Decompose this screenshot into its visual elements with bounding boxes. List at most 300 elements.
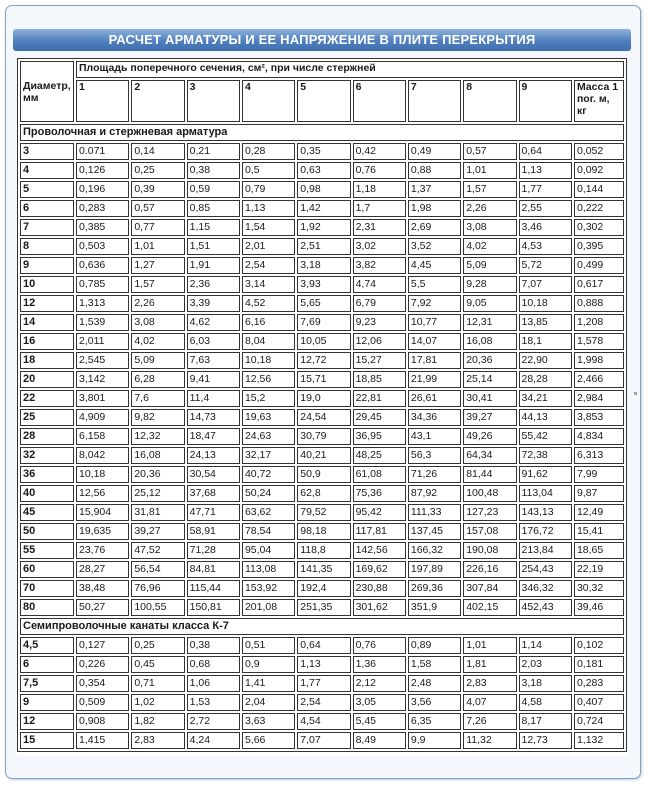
area-cell: 100,48 (463, 485, 516, 502)
area-cell: 452,43 (519, 599, 572, 616)
table-row (20, 143, 624, 160)
table-row (20, 333, 624, 350)
area-cell: 9,05 (463, 295, 516, 312)
area-cell: 5,66 (242, 732, 295, 749)
area-cell: 64,34 (463, 447, 516, 464)
area-cell: 1,13 (519, 162, 572, 179)
area-cell: 5,09 (463, 257, 516, 274)
area-cell: 25,14 (463, 371, 516, 388)
area-cell: 12,72 (297, 352, 350, 369)
table-row (20, 314, 624, 331)
area-cell: 61,08 (353, 466, 406, 483)
area-cell: 1,27 (131, 257, 184, 274)
diameter-cell: 55 (20, 542, 74, 559)
area-cell: 0,509 (76, 694, 129, 711)
area-cell: 4,52 (242, 295, 295, 312)
area-cell: 2,48 (408, 675, 461, 692)
area-cell: 4,45 (408, 257, 461, 274)
area-cell: 0,196 (76, 181, 129, 198)
mass-cell: 0,052 (574, 143, 624, 160)
area-cell: 0,38 (187, 637, 240, 654)
area-cell: 2,011 (76, 333, 129, 350)
area-cell: 1,98 (408, 200, 461, 217)
table-row (20, 428, 624, 445)
area-cell: 20,36 (463, 352, 516, 369)
area-cell: 38,48 (76, 580, 129, 597)
area-cell: 15,2 (242, 390, 295, 407)
area-cell: 63,62 (242, 504, 295, 521)
area-cell: 0,283 (76, 200, 129, 217)
table-row (20, 542, 624, 559)
area-cell: 14,73 (187, 409, 240, 426)
area-cell: 0,76 (353, 162, 406, 179)
table-row (20, 561, 624, 578)
area-cell: 75,36 (353, 485, 406, 502)
area-cell: 49,26 (463, 428, 516, 445)
area-cell: 5,5 (408, 276, 461, 293)
table-container (17, 58, 627, 756)
area-cell: 9,82 (131, 409, 184, 426)
area-cell: 176,72 (519, 523, 572, 540)
area-cell: 141,35 (297, 561, 350, 578)
area-cell: 1,7 (353, 200, 406, 217)
area-cell: 0,45 (131, 656, 184, 673)
mass-cell: 0,617 (574, 276, 624, 293)
area-cell: 0.071 (76, 143, 129, 160)
area-cell: 118,8 (297, 542, 350, 559)
diameter-cell: 6 (20, 656, 74, 673)
diameter-cell: 15 (20, 732, 74, 749)
area-cell: 95,04 (242, 542, 295, 559)
diameter-cell: 70 (20, 580, 74, 597)
area-cell: 71,28 (187, 542, 240, 559)
mass-cell: 1,998 (574, 352, 624, 369)
area-cell: 71,26 (408, 466, 461, 483)
area-cell: 56,3 (408, 447, 461, 464)
area-cell: 6,03 (187, 333, 240, 350)
diameter-cell: 20 (20, 371, 74, 388)
area-cell: 28,28 (519, 371, 572, 388)
area-cell: 137,45 (408, 523, 461, 540)
area-cell: 3,142 (76, 371, 129, 388)
area-cell: 24,54 (297, 409, 350, 426)
area-cell: 0,38 (187, 162, 240, 179)
area-cell: 16,08 (463, 333, 516, 350)
area-cell: 0,63 (297, 162, 350, 179)
area-cell: 4,74 (353, 276, 406, 293)
area-cell: 307,84 (463, 580, 516, 597)
area-cell: 100,55 (131, 599, 184, 616)
area-cell: 50,9 (297, 466, 350, 483)
table-row (20, 713, 624, 730)
area-cell: 12,56 (242, 371, 295, 388)
area-cell: 37,68 (187, 485, 240, 502)
area-cell: 5,72 (519, 257, 572, 274)
area-cell: 0,77 (131, 219, 184, 236)
area-cell: 56,54 (131, 561, 184, 578)
area-cell: 1,06 (187, 675, 240, 692)
area-cell: 9,23 (353, 314, 406, 331)
area-cell: 0,98 (297, 181, 350, 198)
area-cell: 7,07 (297, 732, 350, 749)
mass-cell: 39,46 (574, 599, 624, 616)
area-cell: 6,28 (131, 371, 184, 388)
area-cell: 6,35 (408, 713, 461, 730)
area-cell: 0,908 (76, 713, 129, 730)
table-row (20, 257, 624, 274)
area-cell: 5,65 (297, 295, 350, 312)
mass-cell: 6,313 (574, 447, 624, 464)
area-cell: 6,158 (76, 428, 129, 445)
count-header: 6 (353, 80, 406, 122)
area-cell: 2,54 (297, 694, 350, 711)
area-cell: 28,27 (76, 561, 129, 578)
area-cell: 34,36 (408, 409, 461, 426)
table-row (20, 409, 624, 426)
area-cell: 0,79 (242, 181, 295, 198)
area-cell: 29,45 (353, 409, 406, 426)
area-cell: 44,13 (519, 409, 572, 426)
area-cell: 12,06 (353, 333, 406, 350)
area-cell: 2,51 (297, 238, 350, 255)
area-cell: 12,32 (131, 428, 184, 445)
area-cell: 1,539 (76, 314, 129, 331)
area-cell: 111,33 (408, 504, 461, 521)
area-cell: 0,57 (131, 200, 184, 217)
mass-cell: 3,853 (574, 409, 624, 426)
mass-cell: 1,578 (574, 333, 624, 350)
area-cell: 4,07 (463, 694, 516, 711)
area-cell: 0,49 (408, 143, 461, 160)
area-cell: 8,49 (353, 732, 406, 749)
area-cell: 0,88 (408, 162, 461, 179)
area-cell: 58,91 (187, 523, 240, 540)
count-header: 4 (242, 80, 295, 122)
mass-cell: 9,87 (574, 485, 624, 502)
area-cell: 9,41 (187, 371, 240, 388)
diameter-cell: 16 (20, 333, 74, 350)
area-cell: 12,56 (76, 485, 129, 502)
area-header: Площадь поперечного сечения, см², при числе стержней (76, 61, 624, 78)
area-cell: 24,13 (187, 447, 240, 464)
area-cell: 3,08 (463, 219, 516, 236)
area-cell: 2,69 (408, 219, 461, 236)
area-cell: 157,08 (463, 523, 516, 540)
area-cell: 0,59 (187, 181, 240, 198)
area-cell: 3,56 (408, 694, 461, 711)
area-cell: 0,226 (76, 656, 129, 673)
area-cell: 1,313 (76, 295, 129, 312)
area-cell: 5,45 (353, 713, 406, 730)
area-cell: 1,14 (519, 637, 572, 654)
table-row (20, 447, 624, 464)
area-cell: 1,57 (131, 276, 184, 293)
mass-cell: 0,092 (574, 162, 624, 179)
section-title: Семипроволочные канаты класса К-7 (20, 618, 624, 635)
area-cell: 15,904 (76, 504, 129, 521)
area-cell: 4,02 (131, 333, 184, 350)
area-cell: 1,58 (408, 656, 461, 673)
area-cell: 7,69 (297, 314, 350, 331)
area-cell: 0,76 (353, 637, 406, 654)
diameter-cell: 7,5 (20, 675, 74, 692)
area-cell: 3,63 (242, 713, 295, 730)
area-cell: 10,18 (242, 352, 295, 369)
diameter-cell: 36 (20, 466, 74, 483)
area-cell: 47,52 (131, 542, 184, 559)
area-cell: 1,02 (131, 694, 184, 711)
rebar-table (17, 58, 627, 752)
diameter-cell: 50 (20, 523, 74, 540)
count-header: 1 (76, 80, 129, 122)
area-cell: 0,354 (76, 675, 129, 692)
count-header: 5 (297, 80, 350, 122)
table-row (20, 162, 624, 179)
area-cell: 1,82 (131, 713, 184, 730)
mass-cell: 18,65 (574, 542, 624, 559)
area-cell: 0,39 (131, 181, 184, 198)
area-cell: 0,85 (187, 200, 240, 217)
area-cell: 9,9 (408, 732, 461, 749)
area-cell: 143,13 (519, 504, 572, 521)
area-cell: 13,85 (519, 314, 572, 331)
area-cell: 30,41 (463, 390, 516, 407)
area-cell: 9,28 (463, 276, 516, 293)
area-cell: 1,01 (131, 238, 184, 255)
diameter-cell: 6 (20, 200, 74, 217)
mass-cell: 1,132 (574, 732, 624, 749)
table-row (20, 599, 624, 616)
area-cell: 21,99 (408, 371, 461, 388)
count-header: 2 (131, 80, 184, 122)
area-cell: 3,82 (353, 257, 406, 274)
area-cell: 3,93 (297, 276, 350, 293)
area-cell: 12,73 (519, 732, 572, 749)
area-cell: 98,18 (297, 523, 350, 540)
area-cell: 2,83 (131, 732, 184, 749)
diameter-cell: 40 (20, 485, 74, 502)
area-cell: 0,9 (242, 656, 295, 673)
area-cell: 81,44 (463, 466, 516, 483)
mass-cell: 0,302 (574, 219, 624, 236)
area-cell: 1,01 (463, 162, 516, 179)
area-cell: 142,56 (353, 542, 406, 559)
mass-cell: 1,208 (574, 314, 624, 331)
area-cell: 8,04 (242, 333, 295, 350)
area-cell: 2,545 (76, 352, 129, 369)
mass-cell: 0,395 (574, 238, 624, 255)
header-row-1 (20, 61, 624, 78)
area-cell: 8,17 (519, 713, 572, 730)
area-cell: 1,13 (242, 200, 295, 217)
area-cell: 18,47 (187, 428, 240, 445)
mass-header: Масса 1 пог. м, кг (574, 80, 624, 122)
area-cell: 36,95 (353, 428, 406, 445)
area-cell: 7,92 (408, 295, 461, 312)
mass-cell: 2,466 (574, 371, 624, 388)
diameter-header: Диаметр, мм (20, 61, 74, 122)
area-cell: 4,24 (187, 732, 240, 749)
area-cell: 1,18 (353, 181, 406, 198)
page-title: РАСЧЕТ АРМАТУРЫ И ЕЕ НАПРЯЖЕНИЕ В ПЛИТЕ ПЕРЕКРЫТИЯ (13, 29, 631, 51)
area-cell: 0,636 (76, 257, 129, 274)
area-cell: 40,21 (297, 447, 350, 464)
area-cell: 1,54 (242, 219, 295, 236)
area-cell: 1,37 (408, 181, 461, 198)
diameter-cell: 28 (20, 428, 74, 445)
diameter-cell: 3 (20, 143, 74, 160)
area-cell: 0,385 (76, 219, 129, 236)
table-row (20, 580, 624, 597)
area-cell: 197,89 (408, 561, 461, 578)
area-cell: 3,39 (187, 295, 240, 312)
mass-cell: 0,724 (574, 713, 624, 730)
area-cell: 11,32 (463, 732, 516, 749)
count-header: 3 (187, 80, 240, 122)
area-cell: 5,09 (131, 352, 184, 369)
table-row (20, 656, 624, 673)
mass-cell: 12,49 (574, 504, 624, 521)
area-cell: 6,79 (353, 295, 406, 312)
area-cell: 169,62 (353, 561, 406, 578)
area-cell: 4,53 (519, 238, 572, 255)
area-cell: 84,81 (187, 561, 240, 578)
area-cell: 6,16 (242, 314, 295, 331)
area-cell: 25,12 (131, 485, 184, 502)
area-cell: 1,81 (463, 656, 516, 673)
area-cell: 1,53 (187, 694, 240, 711)
area-cell: 3,08 (131, 314, 184, 331)
area-cell: 402,15 (463, 599, 516, 616)
area-cell: 4,02 (463, 238, 516, 255)
area-cell: 346,32 (519, 580, 572, 597)
area-cell: 3,801 (76, 390, 129, 407)
area-cell: 0,71 (131, 675, 184, 692)
area-cell: 1,36 (353, 656, 406, 673)
area-cell: 0,127 (76, 637, 129, 654)
area-cell: 7,6 (131, 390, 184, 407)
area-cell: 2,12 (353, 675, 406, 692)
area-cell: 3,02 (353, 238, 406, 255)
area-cell: 0,14 (131, 143, 184, 160)
diameter-cell: 60 (20, 561, 74, 578)
area-cell: 1,15 (187, 219, 240, 236)
area-cell: 269,36 (408, 580, 461, 597)
count-header: 8 (463, 80, 516, 122)
mass-cell: 0,499 (574, 257, 624, 274)
diameter-cell: 5 (20, 181, 74, 198)
area-cell: 0,785 (76, 276, 129, 293)
area-cell: 17,81 (408, 352, 461, 369)
count-header: 9 (519, 80, 572, 122)
table-row (20, 390, 624, 407)
area-cell: 150,81 (187, 599, 240, 616)
area-cell: 166,32 (408, 542, 461, 559)
area-cell: 2,31 (353, 219, 406, 236)
area-cell: 190,08 (463, 542, 516, 559)
area-cell: 30,54 (187, 466, 240, 483)
area-cell: 1,92 (297, 219, 350, 236)
mass-cell: 15,41 (574, 523, 624, 540)
area-cell: 3,18 (297, 257, 350, 274)
mass-cell: 0,222 (574, 200, 624, 217)
area-cell: 2,83 (463, 675, 516, 692)
area-cell: 113,08 (242, 561, 295, 578)
table-row (20, 675, 624, 692)
area-cell: 18,1 (519, 333, 572, 350)
area-cell: 3,18 (519, 675, 572, 692)
diameter-cell: 22 (20, 390, 74, 407)
mass-cell: 22,19 (574, 561, 624, 578)
area-cell: 16,08 (131, 447, 184, 464)
area-cell: 127,23 (463, 504, 516, 521)
table-row (20, 732, 624, 749)
area-cell: 7,07 (519, 276, 572, 293)
mass-cell: 30,32 (574, 580, 624, 597)
area-cell: 351,9 (408, 599, 461, 616)
area-cell: 19,63 (242, 409, 295, 426)
area-cell: 22,81 (353, 390, 406, 407)
area-cell: 1,91 (187, 257, 240, 274)
area-cell: 32,17 (242, 447, 295, 464)
area-cell: 201,08 (242, 599, 295, 616)
mass-cell: 0,888 (574, 295, 624, 312)
area-cell: 0,21 (187, 143, 240, 160)
table-row (20, 485, 624, 502)
area-cell: 3,52 (408, 238, 461, 255)
area-cell: 0,25 (131, 162, 184, 179)
table-row (20, 295, 624, 312)
area-cell: 2,01 (242, 238, 295, 255)
area-cell: 39,27 (463, 409, 516, 426)
area-cell: 23,76 (76, 542, 129, 559)
area-cell: 115,44 (187, 580, 240, 597)
mass-cell: 0,144 (574, 181, 624, 198)
area-cell: 14,07 (408, 333, 461, 350)
area-cell: 0,42 (353, 143, 406, 160)
area-cell: 0,64 (297, 637, 350, 654)
area-cell: 7,63 (187, 352, 240, 369)
area-cell: 19,635 (76, 523, 129, 540)
area-cell: 76,96 (131, 580, 184, 597)
area-cell: 10,18 (76, 466, 129, 483)
area-cell: 4,54 (297, 713, 350, 730)
diameter-cell: 18 (20, 352, 74, 369)
diameter-cell: 25 (20, 409, 74, 426)
mass-cell: 4,834 (574, 428, 624, 445)
area-cell: 1,41 (242, 675, 295, 692)
area-cell: 117,81 (353, 523, 406, 540)
area-cell: 48,25 (353, 447, 406, 464)
area-cell: 4,909 (76, 409, 129, 426)
area-cell: 91,62 (519, 466, 572, 483)
area-cell: 2,72 (187, 713, 240, 730)
area-cell: 72,38 (519, 447, 572, 464)
table-row (20, 523, 624, 540)
area-cell: 0,89 (408, 637, 461, 654)
area-cell: 30,79 (297, 428, 350, 445)
area-cell: 47,71 (187, 504, 240, 521)
mass-cell: 0,102 (574, 637, 624, 654)
area-cell: 31,81 (131, 504, 184, 521)
diameter-cell: 10 (20, 276, 74, 293)
table-row (20, 219, 624, 236)
area-cell: 55,42 (519, 428, 572, 445)
diameter-cell: 14 (20, 314, 74, 331)
area-cell: 15,27 (353, 352, 406, 369)
area-cell: 79,52 (297, 504, 350, 521)
area-cell: 1,51 (187, 238, 240, 255)
